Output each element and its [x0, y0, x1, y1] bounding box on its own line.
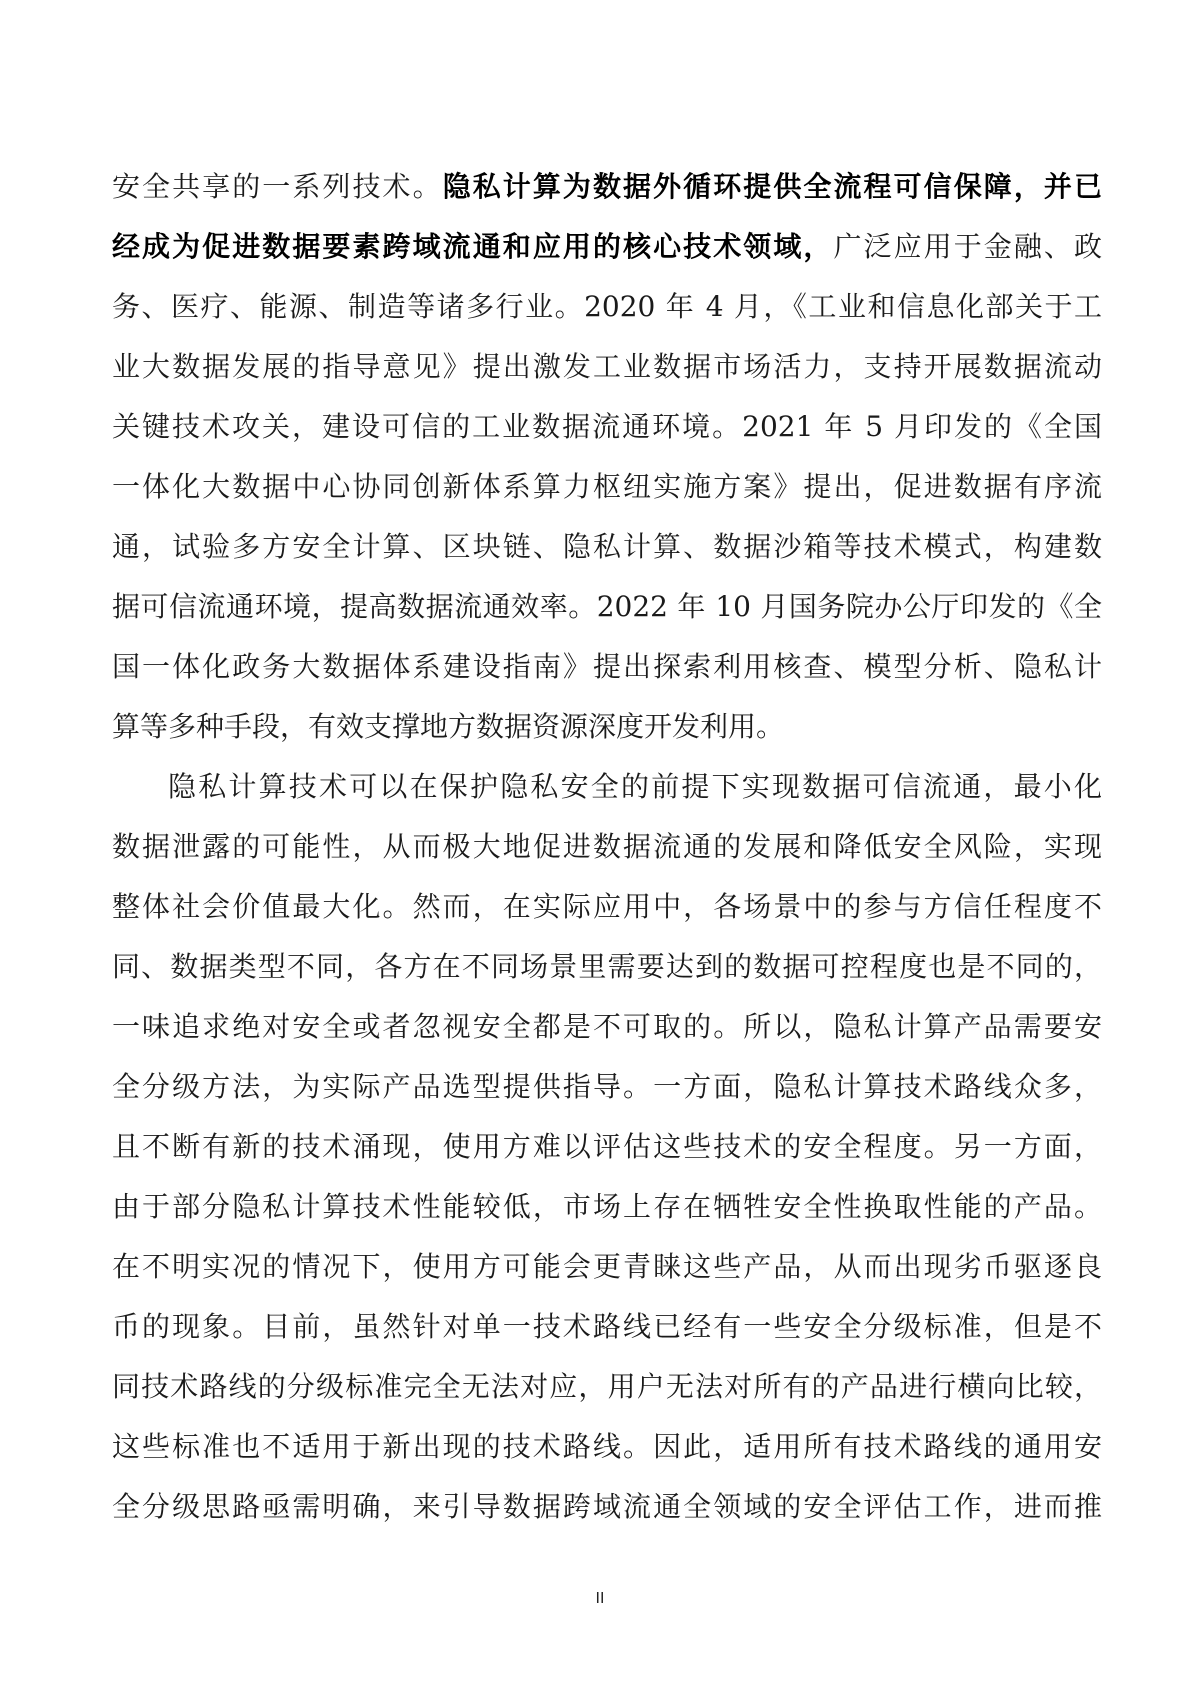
text-segment: 关键技术攻关，建设可信的工业数据流通环境。2021 年 5 月印发的《全国 [112, 410, 1102, 443]
text-segment: 一体化大数据中心协同创新体系算力枢纽实施方案》提出，促进数据有序流 [112, 470, 1102, 503]
text-segment: 币的现象。目前，虽然针对单一技术路线已经有一些安全分级标准，但是不 [112, 1310, 1102, 1343]
text-line [112, 1177, 1102, 1237]
text-segment: 同、数据类型不同，各方在不同场景里需要达到的数据可控程度也是不同的， [112, 950, 1102, 983]
text-line [112, 1477, 1102, 1537]
text-segment: 算等多种手段，有效支撑地方数据资源深度开发利用。 [112, 710, 785, 743]
text-segment: 通，试验多方安全计算、区块链、隐私计算、数据沙箱等技术模式，构建数 [112, 530, 1102, 563]
text-segment: 务、医疗、能源、制造等诸多行业。2020 年 4 月，《工业和信息化部关于工 [112, 290, 1102, 323]
text-line [112, 277, 1102, 337]
text-line [112, 1057, 1102, 1117]
text-line [112, 157, 1102, 217]
text-segment: 在不明实况的情况下，使用方可能会更青睐这些产品，从而出现劣币驱逐良 [112, 1250, 1102, 1283]
text-line [112, 1117, 1102, 1177]
text-line [112, 637, 1102, 697]
bold-text-segment: 经成为促进数据要素跨域流通和应用的核心技术领域， [112, 230, 834, 263]
text-line [112, 1357, 1102, 1417]
text-line [112, 217, 1102, 277]
text-line [112, 577, 1102, 637]
body-text [112, 157, 1102, 1537]
text-line [112, 817, 1102, 877]
bold-text-segment: 隐私计算为数据外循环提供全流程可信保障，并已 [442, 170, 1102, 203]
text-segment: 安全共享的一系列技术。 [112, 170, 443, 203]
text-line [112, 517, 1102, 577]
text-segment: 业大数据发展的指导意见》提出激发工业数据市场活力，支持开展数据流动 [112, 350, 1102, 383]
text-segment: 这些标准也不适用于新出现的技术路线。因此，适用所有技术路线的通用安 [112, 1430, 1102, 1463]
text-segment: 一味追求绝对安全或者忽视安全都是不可取的。所以，隐私计算产品需要安 [112, 1010, 1102, 1043]
text-line [112, 1297, 1102, 1357]
text-line [112, 337, 1102, 397]
text-segment: 全分级方法，为实际产品选型提供指导。一方面，隐私计算技术路线众多， [112, 1070, 1102, 1103]
text-line [112, 757, 1102, 817]
text-segment: 广泛应用于金融、政 [833, 230, 1102, 263]
page-number: II [595, 1590, 605, 1607]
text-segment: 且不断有新的技术涌现，使用方难以评估这些技术的安全程度。另一方面， [112, 1130, 1102, 1163]
text-line [112, 997, 1102, 1057]
text-segment: 由于部分隐私计算技术性能较低，市场上存在牺牲安全性换取性能的产品。 [112, 1190, 1102, 1223]
text-line [112, 397, 1102, 457]
text-line [112, 937, 1102, 997]
text-line [112, 457, 1102, 517]
text-segment: 国一体化政务大数据体系建设指南》提出探索利用核查、模型分析、隐私计 [112, 650, 1102, 683]
text-line [112, 697, 1102, 757]
text-segment: 整体社会价值最大化。然而，在实际应用中，各场景中的参与方信任程度不 [112, 890, 1102, 923]
text-segment: 隐私计算技术可以在保护隐私安全的前提下实现数据可信流通，最小化 [168, 770, 1102, 803]
text-line [112, 877, 1102, 937]
text-line [112, 1237, 1102, 1297]
text-segment: 全分级思路亟需明确，来引导数据跨域流通全领域的安全评估工作，进而推 [112, 1490, 1102, 1523]
text-line [112, 1417, 1102, 1477]
text-segment: 数据泄露的可能性，从而极大地促进数据流通的发展和降低安全风险，实现 [112, 830, 1102, 863]
text-segment: 据可信流通环境，提高数据流通效率。2022 年 10 月国务院办公厅印发的《全 [112, 590, 1102, 623]
text-segment: 同技术路线的分级标准完全无法对应，用户无法对所有的产品进行横向比较， [112, 1370, 1102, 1403]
